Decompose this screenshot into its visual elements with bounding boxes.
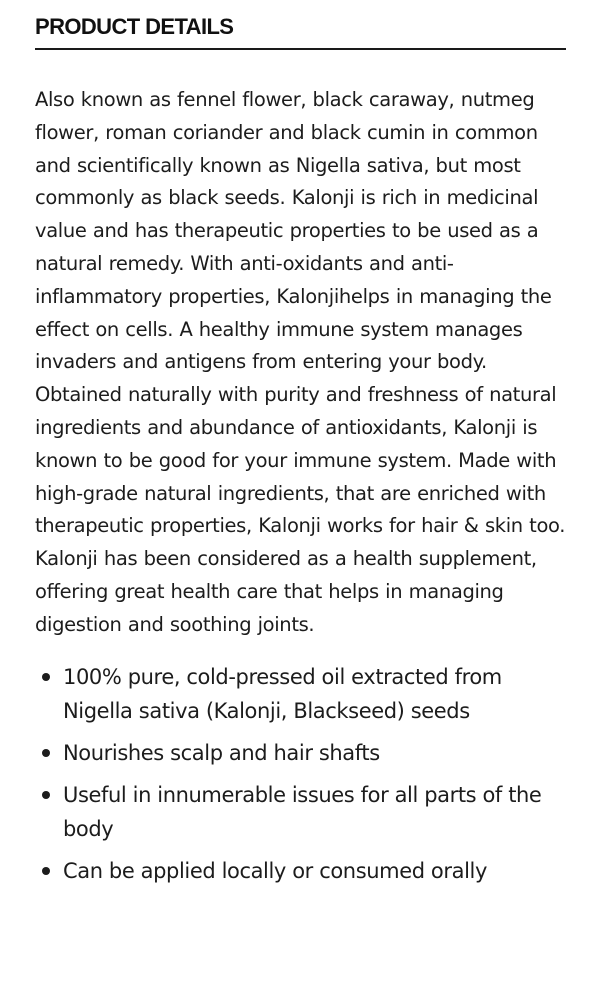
bullet-icon (42, 673, 50, 681)
feature-text: Useful in innumerable issues for all parts of the body (63, 782, 542, 841)
feature-text: Can be applied locally or consumed orally (63, 858, 487, 883)
section-title: PRODUCT DETAILS (35, 14, 234, 39)
product-description: Also known as fennel flower, black caraway, nutmeg flower, roman coriander and black cumin in common and scientifically known as Nigella sativa, but most commonly as black seeds. Kalonji is rich in medicinal value and has therapeutic properties to be used as a natural remedy. With anti-oxidants and anti-inflammatory properties, Kalonjihelps in managing the effect on cells. A healthy immune system manages invaders and antigens from entering your body. Obtained naturally with purity and freshness of natural ingredients and abundance of antioxidants, Kalonji is known to be good for your immune system. Made with high-grade natural ingredients, that are enriched with therapeutic properties, Kalonji works for hair & skin too. Kalonji has been considered as a health supplement, offering great health care that helps in managing digestion and soothing joints. (35, 88, 566, 636)
feature-item (35, 660, 566, 728)
bullet-icon (42, 749, 50, 757)
bullet-icon (42, 867, 50, 875)
bullet-icon (42, 791, 50, 799)
feature-list (35, 660, 566, 888)
feature-item (35, 736, 566, 770)
feature-item (35, 854, 566, 888)
feature-text: 100% pure, cold-pressed oil extracted from Nigella sativa (Kalonji, Blackseed) seeds (63, 664, 502, 723)
feature-item (35, 778, 566, 846)
product-details-section (35, 0, 566, 896)
feature-text: Nourishes scalp and hair shafts (63, 740, 380, 765)
section-header (35, 0, 566, 50)
